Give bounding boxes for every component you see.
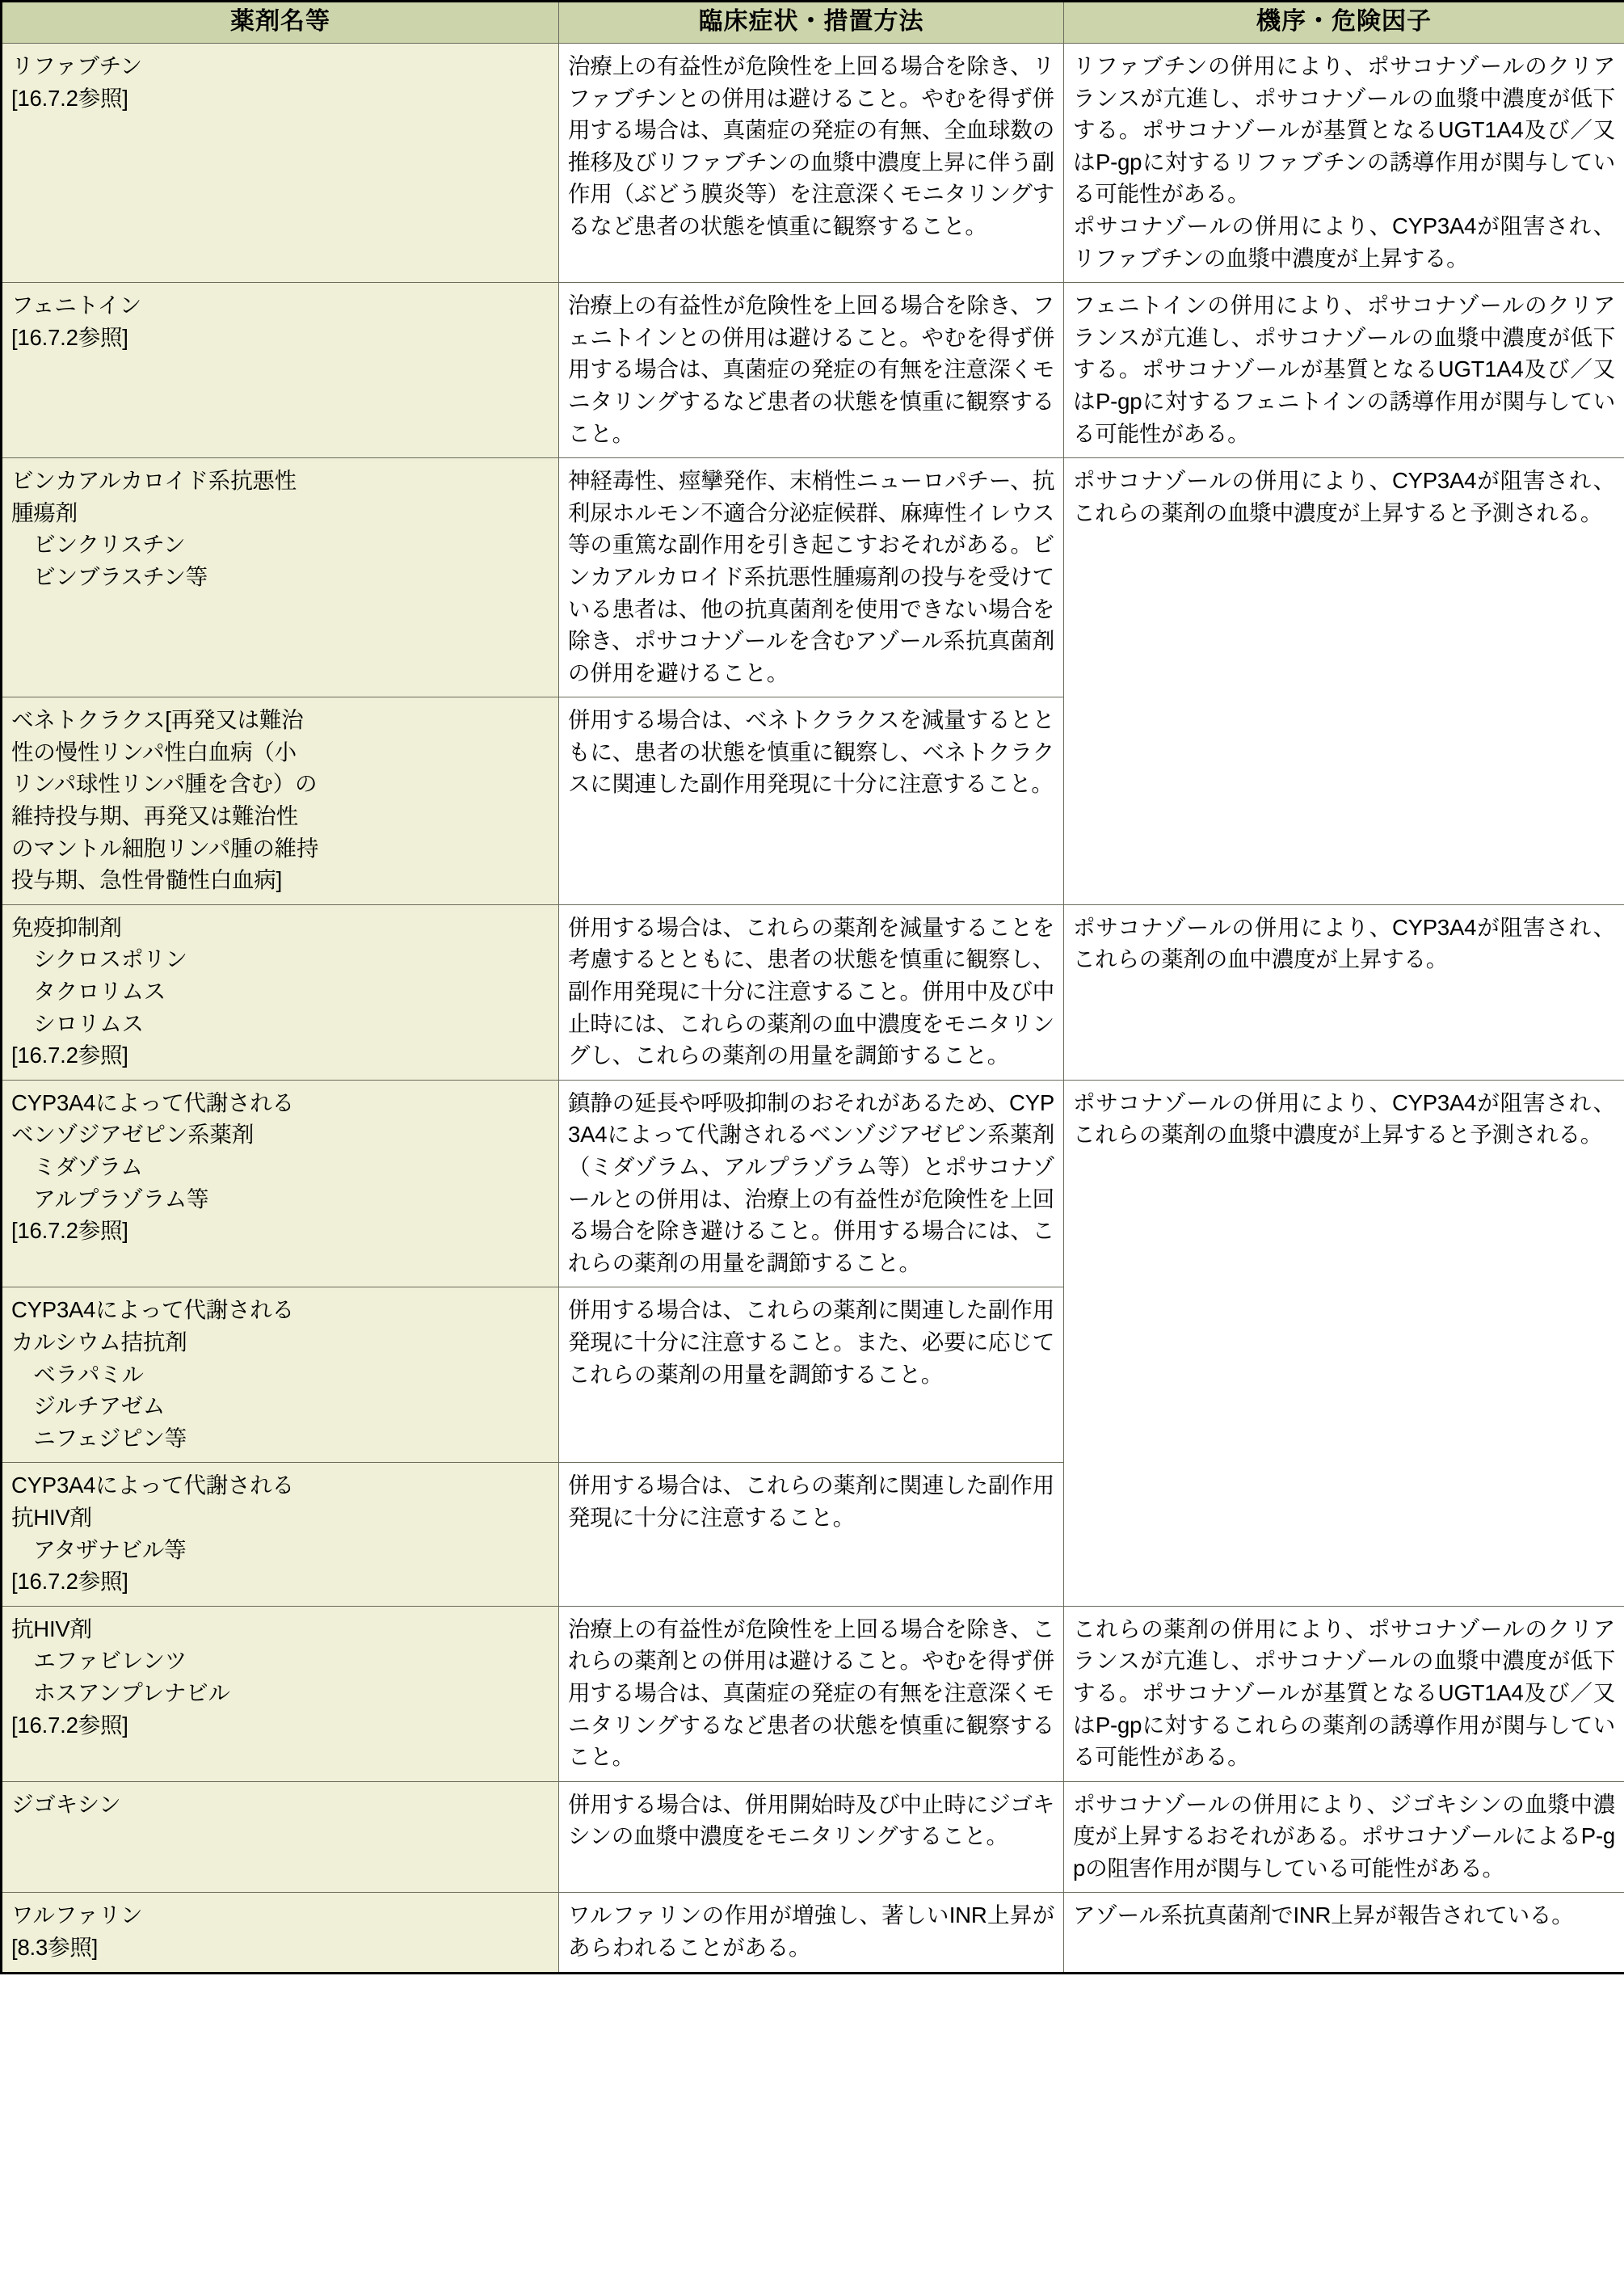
drug-name-line: ジゴキシン (11, 1791, 121, 1817)
cell-clinical-symptoms (559, 283, 1064, 458)
table-row (2, 283, 1624, 458)
drug-name-line: ワルファリン (11, 1902, 143, 1928)
cell-mechanism-risk (1064, 1606, 1624, 1781)
mechanism-risk-text: ポサコナゾールの併用により、ジゴキシンの血漿中濃度が上昇するおそれがある。ポサコナゾールによるP-gpの阻害作用が関与している可能性がある。 (1073, 1791, 1615, 1881)
drug-name-line: ベラパミル (11, 1361, 144, 1387)
clinical-symptoms-text: 併用する場合は、これらの薬剤に関連した副作用発現に十分に注意すること。また、必要に応じてこれらの薬剤の用量を調節すること。 (568, 1297, 1054, 1387)
drug-name-line: [16.7.2参照] (11, 1712, 128, 1738)
cell-drug-name (2, 904, 559, 1080)
drug-name-line: カルシウム拮抗剤 (11, 1329, 187, 1355)
table-row (2, 904, 1624, 1080)
drug-name-line: CYP3A4によって代謝される (11, 1473, 294, 1498)
mechanism-risk-text: ポサコナゾールの併用により、CYP3A4が阻害され、これらの薬剤の血漿中濃度が上昇すると予測される。 (1073, 1089, 1615, 1148)
cell-drug-name (2, 697, 559, 905)
mechanism-risk-text: ポサコナゾールの併用により、CYP3A4が阻害され、これらの薬剤の血漿中濃度が上昇すると予測される。 (1073, 468, 1615, 525)
cell-clinical-symptoms (559, 1463, 1064, 1606)
column-header-clinical-symptoms: 臨床症状・措置方法 (559, 2, 1064, 44)
drug-name-line: リファブチン (11, 53, 142, 78)
mechanism-risk-text: アゾール系抗真菌剤でINR上昇が報告されている。 (1073, 1902, 1574, 1928)
clinical-symptoms-text: 治療上の有益性が危険性を上回る場合を除き、リファブチンとの併用は避けること。やむを得ず併用する場合は、真菌症の発症の有無、全血球数の推移及びリファブチンの血漿中濃度上昇に伴う副作用（ぶどう膜炎等）を注意深くモニタリングするなど患者の状態を慎重に観察すること。 (568, 53, 1054, 238)
drug-name-line: ジルチアゼム (11, 1393, 166, 1419)
column-header-mechanism-risk: 機序・危険因子 (1064, 2, 1624, 44)
cell-mechanism-risk (1064, 904, 1624, 1080)
drug-name-line: ビンブラスチン等 (11, 563, 208, 589)
cell-drug-name (2, 1893, 559, 1973)
cell-mechanism-risk (1064, 1893, 1624, 1973)
drug-name-line: CYP3A4によって代謝される (11, 1297, 294, 1323)
drug-name-line: [16.7.2参照] (11, 1043, 128, 1068)
cell-mechanism-risk (1064, 1080, 1624, 1606)
mechanism-risk-text: ポサコナゾールの併用により、CYP3A4が阻害され、リファブチンの血漿中濃度が上昇する。 (1073, 213, 1615, 271)
clinical-symptoms-text: 治療上の有益性が危険性を上回る場合を除き、これらの薬剤との併用は避けること。やむを得ず併用する場合は、真菌症の発症の有無を注意深くモニタリングするなど患者の状態を慎重に観察すること。 (568, 1616, 1054, 1770)
clinical-symptoms-text: 鎮静の延長や呼吸抑制のおそれがあるため、CYP3A4によって代謝されるベンゾジアゼピン系薬剤（ミダゾラム、アルプラゾラム等）とポサコナゾールとの併用は、治療上の有益性が危険性を上回る場合を除き避けること。併用する場合には、これらの薬剤の用量を調節すること。 (568, 1089, 1054, 1275)
column-header-drug-name: 薬剤名等 (2, 2, 559, 44)
cell-clinical-symptoms (559, 458, 1064, 697)
drug-name-line: [16.7.2参照] (11, 324, 128, 350)
cell-clinical-symptoms (559, 1080, 1064, 1287)
table-body (2, 44, 1624, 1974)
mechanism-risk-text: これらの薬剤の併用により、ポサコナゾールのクリアランスが亢進し、ポサコナゾールの血漿中濃度が低下する。ポサコナゾールが基質となるUGT1A4及び／又はP-gpに対するこれらの薬剤の誘導作用が関与している可能性がある。 (1073, 1616, 1615, 1770)
table-row (2, 1080, 1624, 1287)
clinical-symptoms-text: 神経毒性、痙攣発作、末梢性ニューロパチー、抗利尿ホルモン不適合分泌症候群、麻痺性イレウス等の重篤な副作用を引き起こすおそれがある。ビンカアルカロイド系抗悪性腫瘍剤の投与を受けている患者は、他の抗真菌剤を使用できない場合を除き、ポサコナゾールを含むアゾール系抗真菌剤の併用を避けること。 (568, 468, 1054, 685)
cell-drug-name (2, 1287, 559, 1463)
cell-clinical-symptoms (559, 44, 1064, 283)
cell-mechanism-risk (1064, 458, 1624, 905)
drug-name-line: ベネトクラクス[再発又は難治 (11, 707, 304, 733)
cell-clinical-symptoms (559, 1606, 1064, 1781)
cell-clinical-symptoms (559, 1781, 1064, 1893)
cell-drug-name (2, 1781, 559, 1893)
drug-name-line: シロリムス (11, 1010, 144, 1036)
clinical-symptoms-text: 治療上の有益性が危険性を上回る場合を除き、フェニトインとの併用は避けること。やむを得ず併用する場合は、真菌症の発症の有無を注意深くモニタリングするなど患者の状態を慎重に観察すること。 (568, 293, 1054, 446)
drug-name-line: のマントル細胞リンパ腫の維持 (11, 835, 319, 861)
mechanism-risk-text: リファブチンの併用により、ポサコナゾールのクリアランスが亢進し、ポサコナゾールの血漿中濃度が低下する。ポサコナゾールが基質となるUGT1A4及び／又はP-gpに対するリファブチンの誘導作用が関与している可能性がある。 (1073, 53, 1615, 207)
table-row (2, 44, 1624, 283)
table-row (2, 1893, 1624, 1973)
mechanism-risk-text: フェニトインの併用により、ポサコナゾールのクリアランスが亢進し、ポサコナゾールの血漿中濃度が低下する。ポサコナゾールが基質となるUGT1A4及び／又はP-gpに対するフェニトインの誘導作用が関与している可能性がある。 (1073, 293, 1615, 446)
drug-name-line: 性の慢性リンパ性白血病（小 (11, 739, 297, 765)
drug-name-line: [8.3参照] (11, 1935, 99, 1961)
table-header-row (2, 2, 1624, 44)
drug-name-line: ニフェジピン等 (11, 1425, 187, 1451)
cell-clinical-symptoms (559, 904, 1064, 1080)
drug-name-line: 抗HIV剤 (11, 1616, 92, 1641)
table-row (2, 1606, 1624, 1781)
drug-name-line: ビンクリスチン (11, 532, 186, 558)
drug-name-line: CYP3A4によって代謝される (11, 1089, 294, 1115)
cell-mechanism-risk (1064, 1781, 1624, 1893)
drug-name-line: フェニトイン (11, 293, 142, 318)
drug-name-line: [16.7.2参照] (11, 85, 128, 111)
drug-name-line: シクロスポリン (11, 946, 187, 972)
drug-name-line: 維持投与期、再発又は難治性 (11, 803, 298, 829)
table-row (2, 458, 1624, 697)
cell-mechanism-risk (1064, 44, 1624, 283)
drug-name-line: 腫瘍剤 (11, 499, 78, 525)
cell-drug-name (2, 1463, 559, 1606)
cell-drug-name (2, 458, 559, 697)
table-row (2, 1781, 1624, 1893)
clinical-symptoms-text: ワルファリンの作用が増強し、著しいINR上昇があらわれることがある。 (568, 1902, 1054, 1961)
cell-clinical-symptoms (559, 1893, 1064, 1973)
drug-name-line: [16.7.2参照] (11, 1218, 128, 1244)
drug-name-line: ホスアンプレナビル (11, 1679, 230, 1705)
cell-mechanism-risk (1064, 283, 1624, 458)
drug-name-line: ビンカアルカロイド系抗悪性 (11, 468, 297, 494)
drug-name-line: リンパ球性リンパ腫を含む）の (11, 771, 318, 797)
mechanism-risk-text: ポサコナゾールの併用により、CYP3A4が阻害され、これらの薬剤の血中濃度が上昇する。 (1073, 914, 1615, 972)
drug-name-line: 抗HIV剤 (11, 1504, 92, 1530)
cell-drug-name (2, 283, 559, 458)
cell-drug-name (2, 1080, 559, 1287)
table-header (2, 2, 1624, 44)
clinical-symptoms-text: 併用する場合は、併用開始時及び中止時にジゴキシンの血漿中濃度をモニタリングすること。 (568, 1791, 1054, 1849)
drug-name-line: エファビレンツ (11, 1648, 187, 1674)
cell-clinical-symptoms (559, 1287, 1064, 1463)
drug-name-line: アタザナビル等 (11, 1536, 187, 1562)
drug-name-line: タクロリムス (11, 979, 166, 1005)
drug-name-line: ミダゾラム (11, 1154, 143, 1179)
drug-name-line: [16.7.2参照] (11, 1569, 128, 1595)
drug-name-line: アルプラゾラム等 (11, 1186, 209, 1211)
clinical-symptoms-text: 併用する場合は、これらの薬剤に関連した副作用発現に十分に注意すること。 (568, 1473, 1054, 1530)
cell-drug-name (2, 1606, 559, 1781)
drug-name-line: 投与期、急性骨髄性白血病] (11, 867, 283, 893)
cell-clinical-symptoms (559, 697, 1064, 905)
drug-name-line: 免疫抑制剤 (11, 914, 122, 940)
cell-drug-name (2, 44, 559, 283)
clinical-symptoms-text: 併用する場合は、これらの薬剤を減量することを考慮するとともに、患者の状態を慎重に観察し、副作用発現に十分に注意すること。併用中及び中止時には、これらの薬剤の血中濃度をモニタリングし、これらの薬剤の用量を調節すること。 (568, 914, 1054, 1068)
drug-name-line: ベンゾジアゼピン系薬剤 (11, 1122, 255, 1148)
clinical-symptoms-text: 併用する場合は、ベネトクラクスを減量するとともに、患者の状態を慎重に観察し、ベネトクラクスに関連した副作用発現に十分に注意すること。 (568, 707, 1054, 797)
